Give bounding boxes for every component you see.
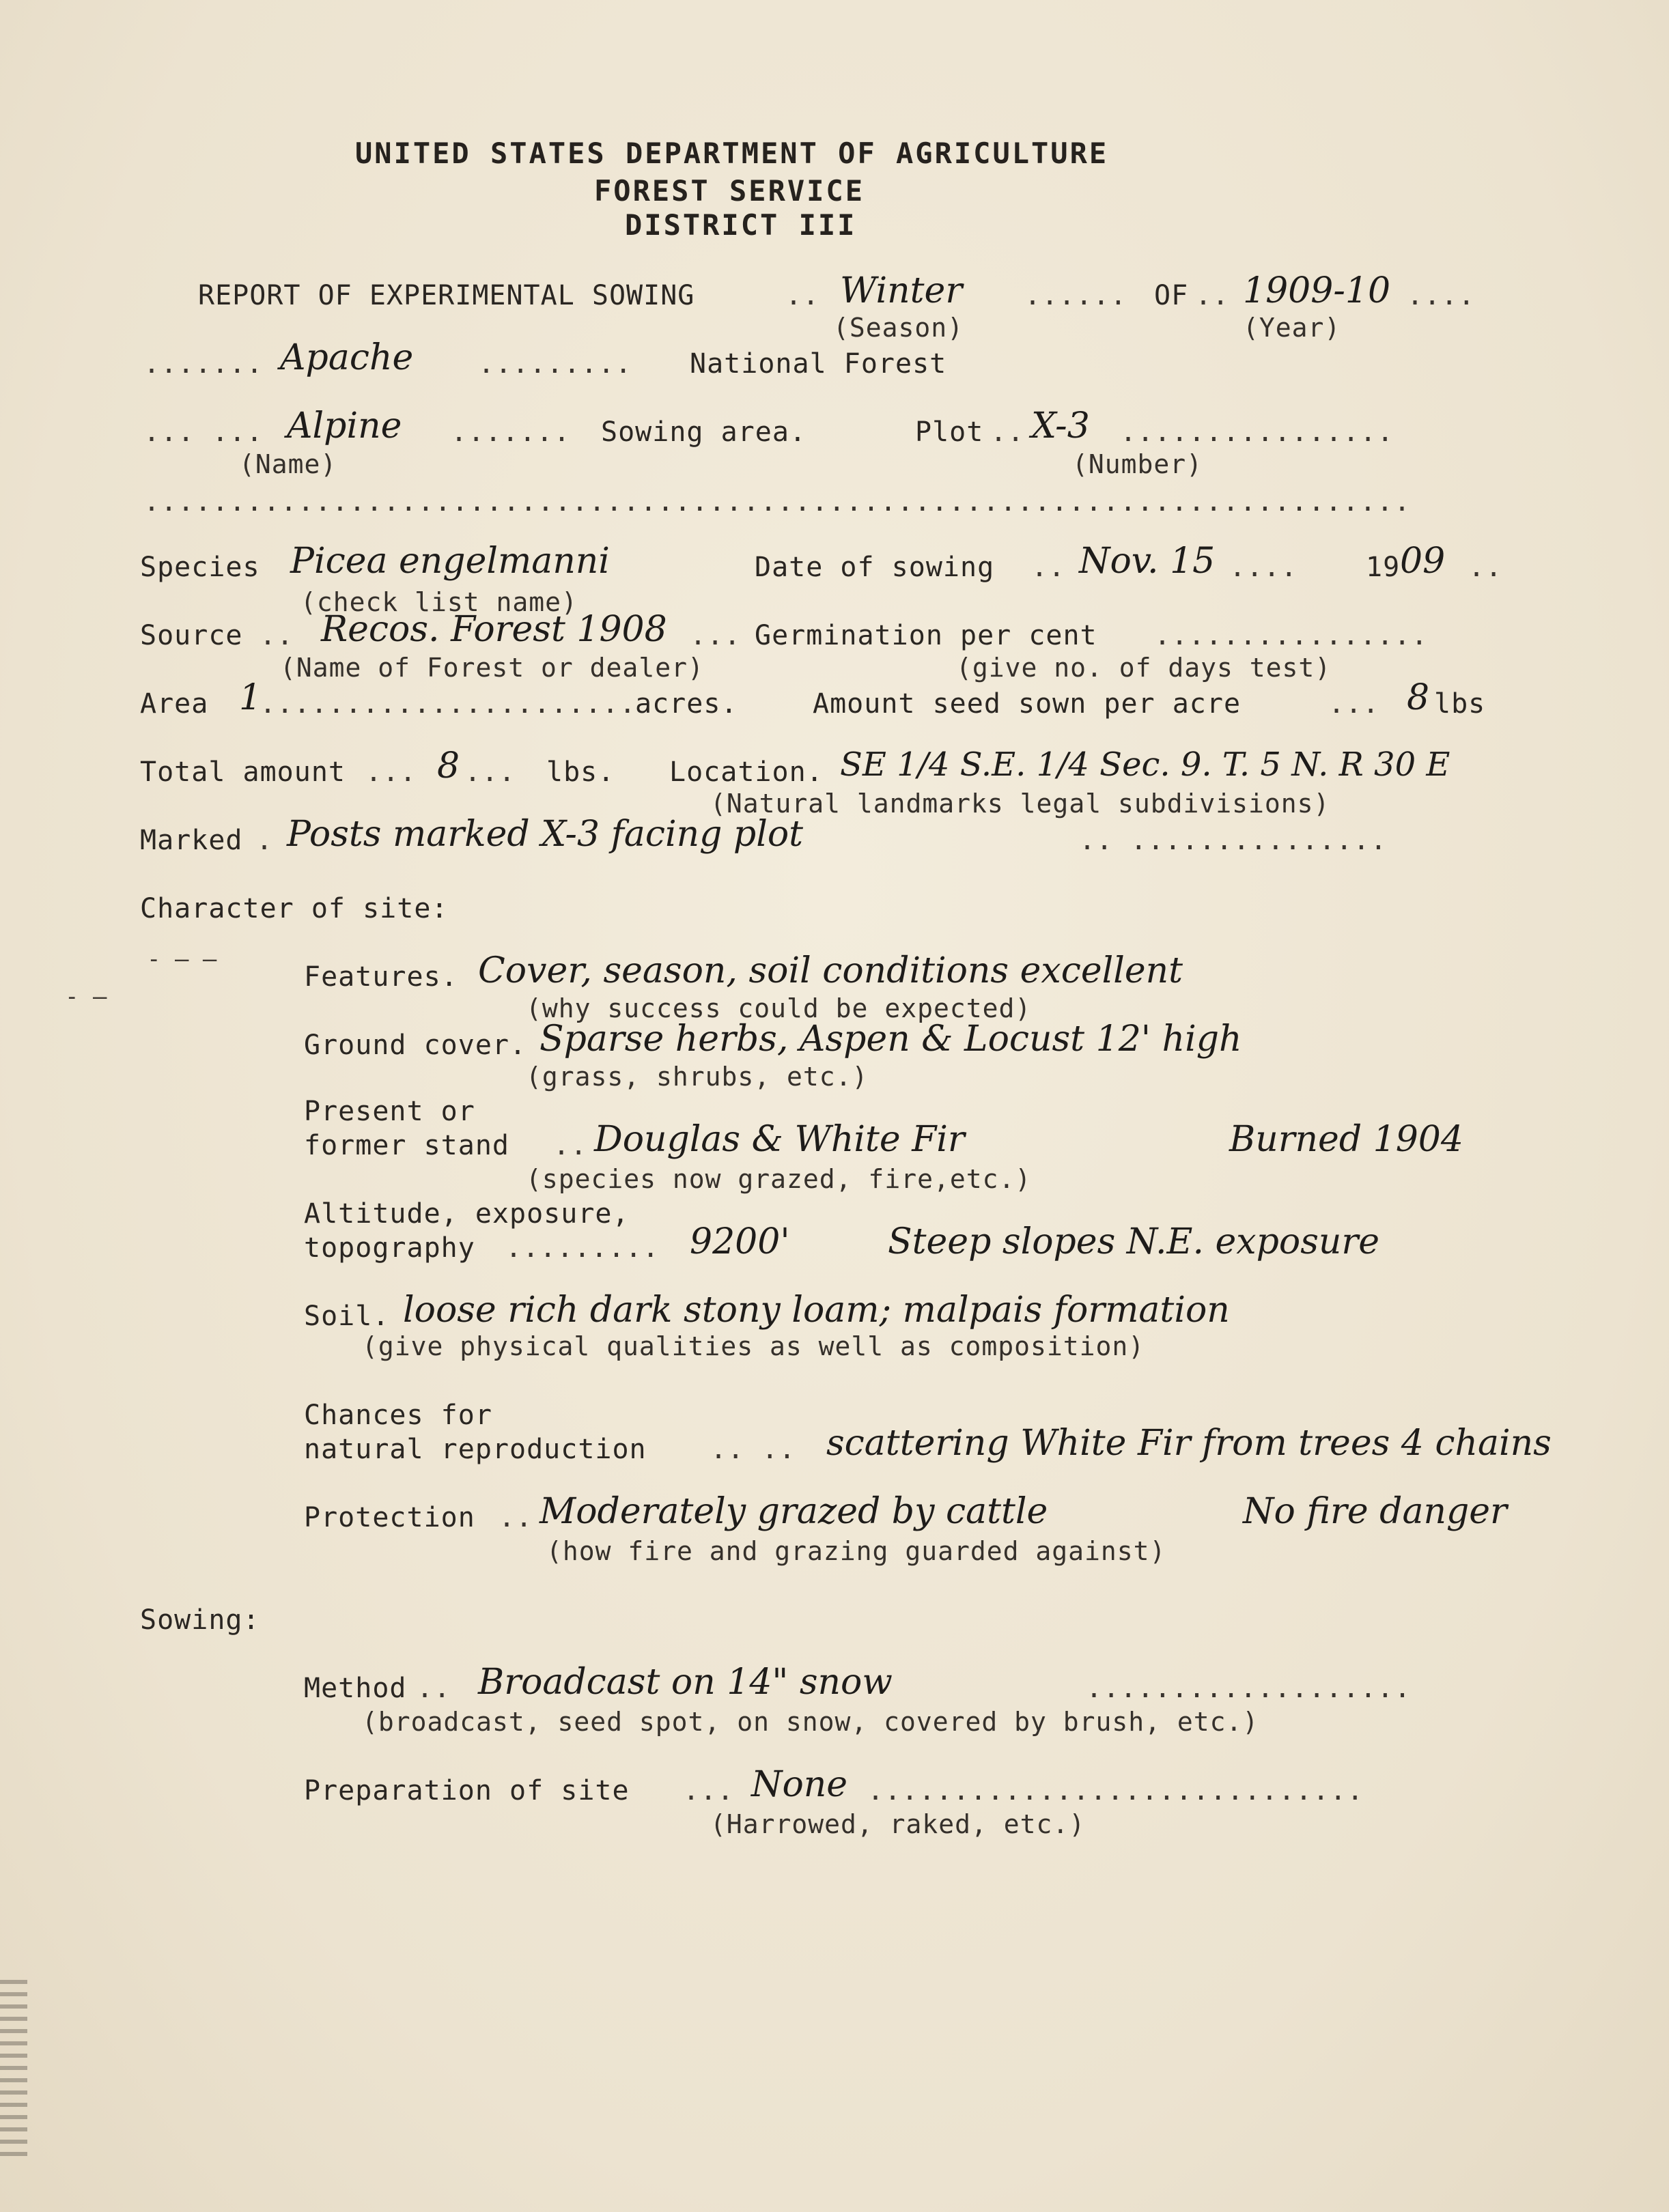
amount-dots: ... [1328, 688, 1380, 720]
date-dots-2: .... [1229, 552, 1298, 583]
method-value: Broadcast on 14" snow [478, 1662, 893, 1703]
date-dots-3: .. [1468, 552, 1503, 583]
features-caption: (why success could be expected) [526, 993, 1032, 1023]
germination-dots: ................ [1154, 620, 1429, 651]
plot-value: X-3 [1031, 406, 1090, 446]
chances-dots: .. .. [710, 1434, 796, 1465]
number-caption: (Number) [1072, 449, 1203, 479]
location-caption: (Natural landmarks legal subdivisions) [710, 789, 1330, 819]
marked-dots: . [256, 825, 274, 856]
altitude-value: 9200' [690, 1221, 790, 1262]
area-dots-3: ...................... [260, 688, 636, 720]
soil-label: Soil. [304, 1301, 390, 1332]
report-dots-3: .. [1195, 280, 1230, 311]
total-amount-value: 8 [437, 746, 460, 786]
ground-cover-label: Ground cover. [304, 1030, 527, 1061]
altitude-dots: ......... [505, 1232, 660, 1264]
year-handwritten: 09 [1400, 541, 1446, 582]
header-department: UNITED STATES DEPARTMENT OF AGRICULTURE [355, 137, 1109, 170]
species-label: Species [140, 552, 260, 583]
method-caption: (broadcast, seed spot, on snow, covered by brush, etc.) [362, 1707, 1259, 1737]
chances-value: scattering White Fir from trees 4 chains [826, 1423, 1552, 1464]
date-of-sowing-label: Date of sowing [755, 552, 995, 583]
amount-seed-label: Amount seed sown per acre [813, 688, 1242, 720]
season-value: Winter [840, 270, 963, 311]
stand-dots: .. [553, 1130, 588, 1161]
sowing-area-name: Alpine [287, 406, 402, 446]
method-dots: .. [417, 1673, 451, 1704]
protection-label: Protection [304, 1502, 475, 1533]
source-value: Recos. Forest 1908 [321, 609, 667, 650]
report-dots: .. [785, 280, 820, 311]
stand-label-2: former stand [304, 1130, 509, 1161]
germination-label: Germination per cent [755, 620, 1097, 651]
amount-lbs-label: lbs [1434, 688, 1486, 720]
protection-caption: (how fire and grazing guarded against) [546, 1536, 1166, 1566]
method-label: Method [304, 1673, 407, 1704]
method-dots-2: ................... [1086, 1673, 1412, 1704]
stand-value: Douglas & White Fir [594, 1119, 965, 1160]
location-label: Location. [669, 756, 824, 788]
stand-value-2: Burned 1904 [1229, 1119, 1463, 1160]
features-value: Cover, season, soil conditions excellent [478, 950, 1183, 991]
sowing-area-label: Sowing area. [601, 416, 807, 448]
soil-value: loose rich dark stony loam; malpais formation [403, 1290, 1230, 1331]
marked-label: Marked [140, 825, 243, 856]
report-dots-2: ...... [1024, 280, 1127, 311]
year-caption: (Year) [1243, 313, 1341, 343]
area-label: Area [140, 688, 209, 720]
forest-label: National Forest [690, 348, 947, 380]
report-label: REPORT OF EXPERIMENTAL SOWING [198, 280, 695, 311]
features-label: Features. [304, 961, 458, 993]
plot-dots-2: ................ [1120, 416, 1394, 448]
plot-dots: .. [990, 416, 1025, 448]
protection-value-2: No fire danger [1243, 1491, 1507, 1532]
altitude-value-2: Steep slopes N.E. exposure [888, 1221, 1380, 1262]
species-caption: (check list name) [300, 587, 578, 617]
name-caption: (Name) [239, 449, 337, 479]
total-amount-label: Total amount [140, 756, 346, 788]
ground-cover-value: Sparse herbs, Aspen & Locust 12' high [539, 1019, 1242, 1060]
altitude-label-2: topography [304, 1232, 475, 1264]
chances-label-1: Chances for [304, 1400, 492, 1431]
report-dots-4: .... [1407, 280, 1476, 311]
sowing-heading: Sowing: [140, 1604, 260, 1636]
margin-dash-2: - — [65, 983, 107, 1010]
forest-dots: ....... [143, 348, 264, 380]
season-caption: (Season) [833, 313, 964, 343]
preparation-value: None [751, 1764, 848, 1805]
species-value: Picea engelmanni [290, 541, 610, 582]
plot-label: Plot [915, 416, 984, 448]
page-edge-wear [0, 1980, 27, 2157]
soil-caption: (give physical qualities as well as composition) [362, 1331, 1145, 1361]
amount-value: 8 [1407, 677, 1430, 718]
marked-dots-2: .. ............... [1079, 825, 1388, 856]
total-dots: ... [365, 756, 417, 788]
stand-caption: (species now grazed, fire,etc.) [526, 1164, 1032, 1194]
stand-label-1: Present or [304, 1096, 475, 1127]
area-dots: ....... [451, 416, 571, 448]
acres-label: acres. [635, 688, 738, 720]
preparation-label: Preparation of site [304, 1775, 630, 1806]
area-value: 1 [239, 677, 262, 718]
date-dots: .. [1031, 552, 1066, 583]
date-value: Nov. 15 [1079, 541, 1216, 582]
location-value: SE 1/4 S.E. 1/4 Sec. 9. T. 5 N. R 30 E [840, 746, 1450, 784]
of-label: OF [1154, 280, 1189, 311]
character-of-site-heading: Character of site: [140, 893, 449, 924]
preparation-caption: (Harrowed, raked, etc.) [710, 1809, 1086, 1839]
header-district: DISTRICT III [625, 208, 857, 242]
protection-value: Moderately grazed by cattle [539, 1491, 1048, 1532]
total-dots-2: ... [464, 756, 516, 788]
source-caption: (Name of Forest or dealer) [280, 653, 704, 683]
marked-value: Posts marked X-3 facing plot [287, 814, 804, 855]
area-lead-dots: ... ... [143, 416, 264, 448]
header-service: FOREST SERVICE [594, 174, 865, 208]
margin-dash: - — — [147, 946, 217, 973]
year-printed: 19 [1366, 552, 1401, 583]
prep-dots: ... [683, 1775, 735, 1806]
ground-cover-caption: (grass, shrubs, etc.) [526, 1062, 869, 1092]
altitude-label-1: Altitude, exposure, [304, 1198, 630, 1230]
prep-dots-2: ............................. [867, 1775, 1364, 1806]
source-dots: .. [260, 620, 294, 651]
protection-dots: .. [499, 1502, 533, 1533]
separator-dots: .......................................................................... [143, 486, 1412, 517]
total-lbs-label: lbs. [546, 756, 615, 788]
forest-value: Apache [280, 337, 414, 378]
forest-dots-2: ......... [478, 348, 632, 380]
year-value: 1909-10 [1243, 270, 1391, 311]
chances-label-2: natural reproduction [304, 1434, 647, 1465]
source-label: Source [140, 620, 243, 651]
source-dots-2: ... [690, 620, 742, 651]
germination-caption: (give no. of days test) [956, 653, 1332, 683]
